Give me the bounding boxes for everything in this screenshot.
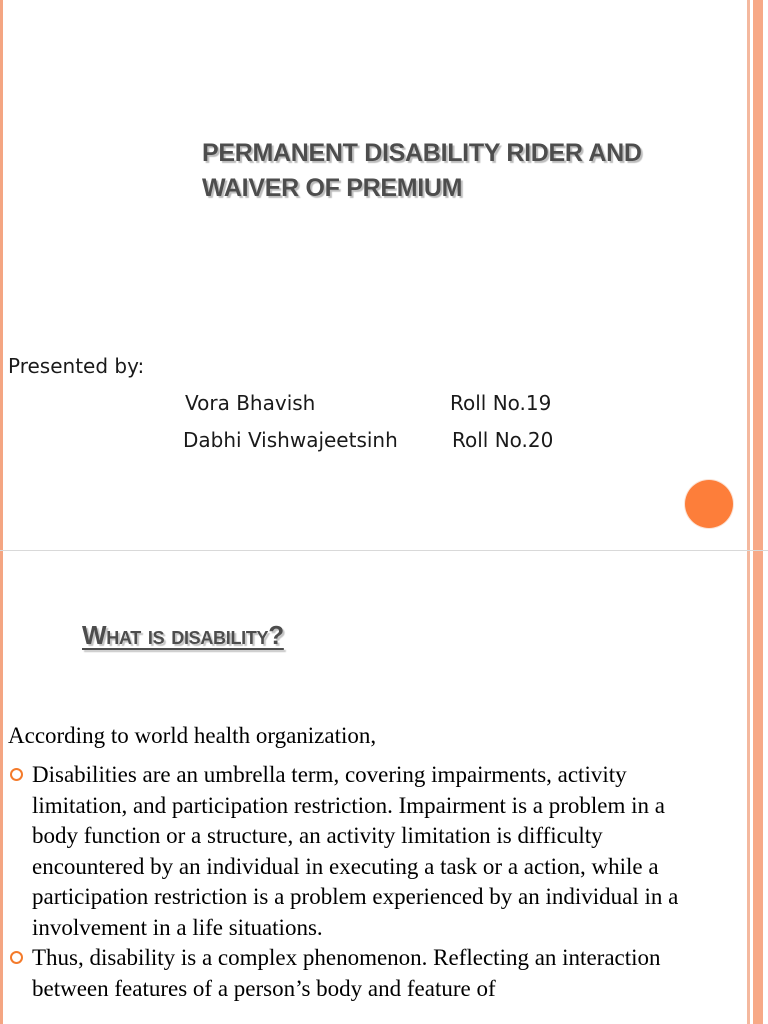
slide-divider [0,550,768,551]
presented-by-label: Presented by: [8,354,145,378]
slide-title [202,136,702,206]
hollow-circle-bullet-icon [10,951,23,964]
bullet-text: Thus, disability is a complex phenomenon. Reflecting an interaction between features of a person’s body and feature of [32,945,661,1001]
hollow-circle-bullet-icon [10,768,23,781]
presenter-name: Vora Bhavish [185,391,316,415]
slide-heading: What is disability? [82,620,284,650]
title-line-2: WAIVER OF PREMIUM [202,174,463,202]
list-item [10,760,697,943]
bullet-list [10,760,710,1004]
orange-dot-icon [685,480,733,528]
bullet-text: Disabilities are an umbrella term, covering impairments, activity limitation, and participation restriction. Impairment is a problem in a body function or a structure, an activity limitation is difficulty encountered by an individual in executing a task or a action, while a participation restriction is a problem experienced by an individual in a involvement in a life situations. [32,762,679,940]
presenter-roll: Roll No.19 [450,391,552,415]
presenter-name: Dabhi Vishwajeetsinh [183,428,398,452]
list-item [10,943,692,1004]
slide-frame-left [0,0,3,1024]
slide-frame-right-outer [747,0,750,1024]
title-line-1: PERMANENT DISABILITY RIDER AND [202,139,642,167]
intro-text: According to world health organization, [8,723,377,748]
slide-frame-right-inner [753,0,763,1024]
presenter-roll: Roll No.20 [452,428,554,452]
